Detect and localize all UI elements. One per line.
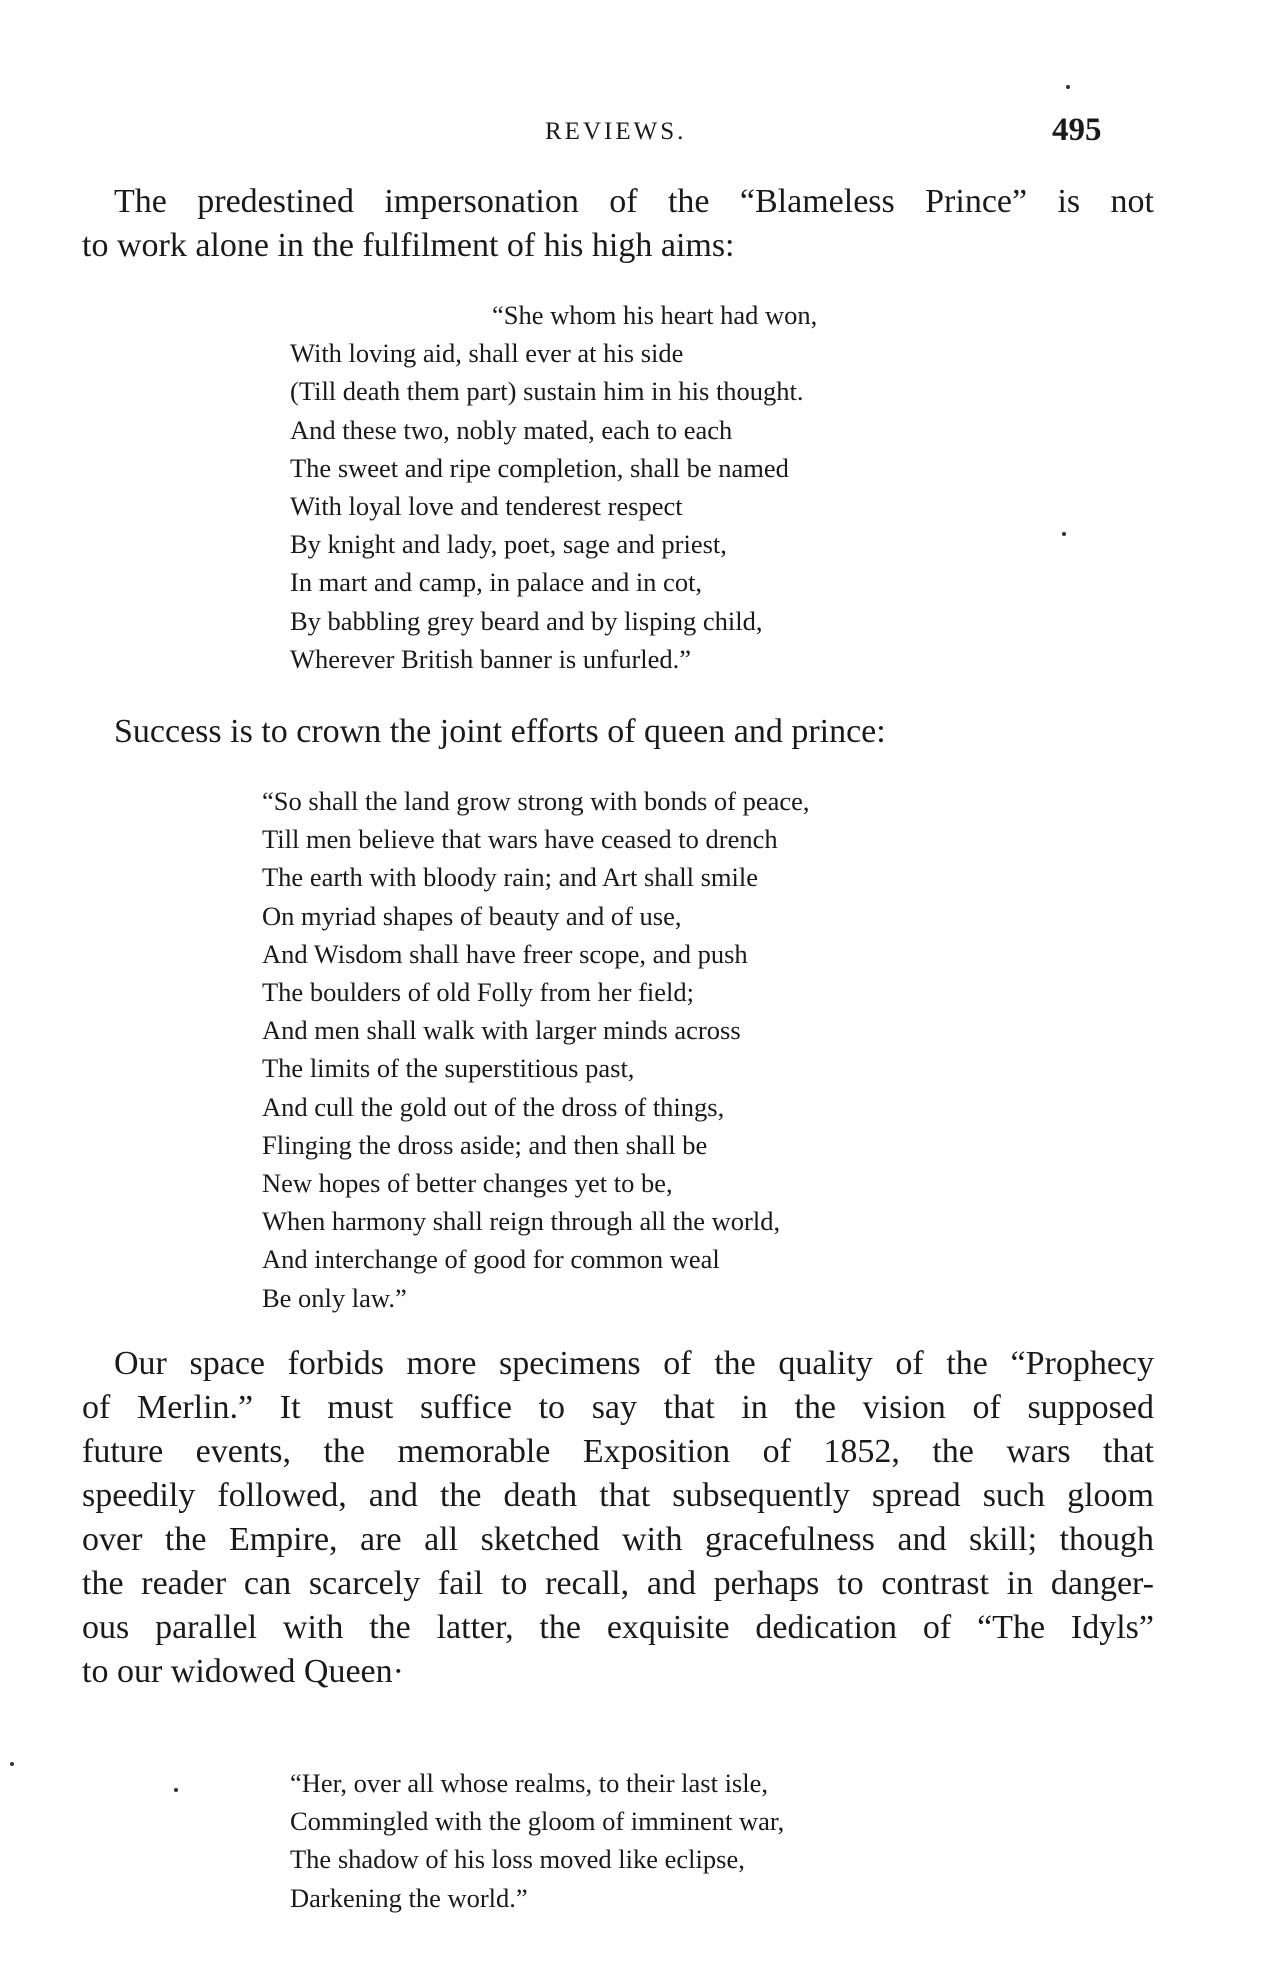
- verse-line: Be only law.”: [262, 1282, 407, 1313]
- verse-line: Wherever British banner is unfurled.”: [290, 643, 692, 674]
- verse-line: The sweet and ripe completion, shall be named: [290, 452, 789, 483]
- running-title: REVIEWS.: [545, 118, 687, 145]
- paragraph-prophecy-of-merlin: [82, 1342, 1154, 1694]
- verse-line: The boulders of old Folly from her field;: [262, 977, 695, 1008]
- verse-line: When harmony shall reign through all the world,: [262, 1206, 781, 1237]
- text-line: to our widowed Queen·: [82, 1653, 404, 1690]
- verse-line: Darkening the world.”: [290, 1882, 528, 1913]
- verse-line: “So shall the land grow strong with bonds of peace,: [262, 786, 810, 816]
- text-line: Success is to crown the joint efforts of queen and prince:: [114, 713, 886, 750]
- verse-line: Commingled with the gloom of imminent war,: [290, 1806, 785, 1837]
- text-line: over the Empire, are all sketched with gracefulness and skill; though: [82, 1521, 1154, 1558]
- verse-line: New hopes of better changes yet to be,: [262, 1168, 673, 1199]
- verse-line: And men shall walk with larger minds across: [262, 1015, 741, 1046]
- verse-line: Flinging the dross aside; and then shall be: [262, 1129, 708, 1160]
- paragraph-success: [82, 710, 1154, 754]
- running-head: [0, 112, 1288, 152]
- verse-line: By babbling grey beard and by lisping child,: [290, 605, 763, 636]
- paragraph-intro: [82, 180, 1154, 268]
- scan-speck: [10, 1762, 14, 1766]
- text-line: Our space forbids more specimens of the quality of the “Prophecy: [114, 1345, 1154, 1382]
- verse-line: Till men believe that wars have ceased to drench: [262, 824, 778, 855]
- text-line: the reader can scarcely fail to recall, and perhaps to contrast in danger-: [82, 1565, 1154, 1602]
- verse-quotation-blameless-prince: [290, 296, 817, 678]
- text-line: of Merlin.” It must suffice to say that in the vision of supposed: [82, 1389, 1154, 1426]
- verse-line: By knight and lady, poet, sage and priest,: [290, 529, 727, 560]
- text-line: to work alone in the fulfilment of his high aims:: [82, 227, 735, 264]
- verse-line: And Wisdom shall have freer scope, and push: [262, 938, 748, 969]
- verse-quotation-land-grow-strong: [262, 782, 810, 1317]
- scan-speck: [174, 1788, 178, 1792]
- verse-line: And cull the gold out of the dross of things,: [262, 1091, 725, 1122]
- verse-line: And these two, nobly mated, each to each: [290, 414, 733, 445]
- scan-speck: [1066, 85, 1070, 89]
- text-line: The predestined impersonation of the “Blameless Prince” is not: [114, 183, 1154, 220]
- verse-line: And interchange of good for common weal: [262, 1244, 720, 1275]
- verse-quotation-idyls-dedication: [290, 1764, 784, 1917]
- verse-line: (Till death them part) sustain him in his thought.: [290, 376, 804, 407]
- verse-line: The shadow of his loss moved like eclipse,: [290, 1844, 745, 1875]
- text-line: ous parallel with the latter, the exquisite dedication of “The Idyls”: [82, 1609, 1154, 1646]
- verse-line: On myriad shapes of beauty and of use,: [262, 900, 682, 931]
- verse-line: In mart and camp, in palace and in cot,: [290, 567, 703, 598]
- verse-line: The limits of the superstitious past,: [262, 1053, 635, 1084]
- verse-line: With loyal love and tenderest respect: [290, 491, 683, 522]
- text-line: speedily followed, and the death that subsequently spread such gloom: [82, 1477, 1154, 1514]
- verse-line: The earth with bloody rain; and Art shall smile: [262, 862, 759, 893]
- text-line: future events, the memorable Exposition of 1852, the wars that: [82, 1433, 1154, 1470]
- verse-line: “Her, over all whose realms, to their last isle,: [290, 1768, 768, 1798]
- scan-speck: [1062, 532, 1066, 536]
- verse-line: “She whom his heart had won,: [492, 300, 818, 330]
- page-number: 495: [1052, 112, 1102, 148]
- verse-line: With loving aid, shall ever at his side: [290, 338, 684, 369]
